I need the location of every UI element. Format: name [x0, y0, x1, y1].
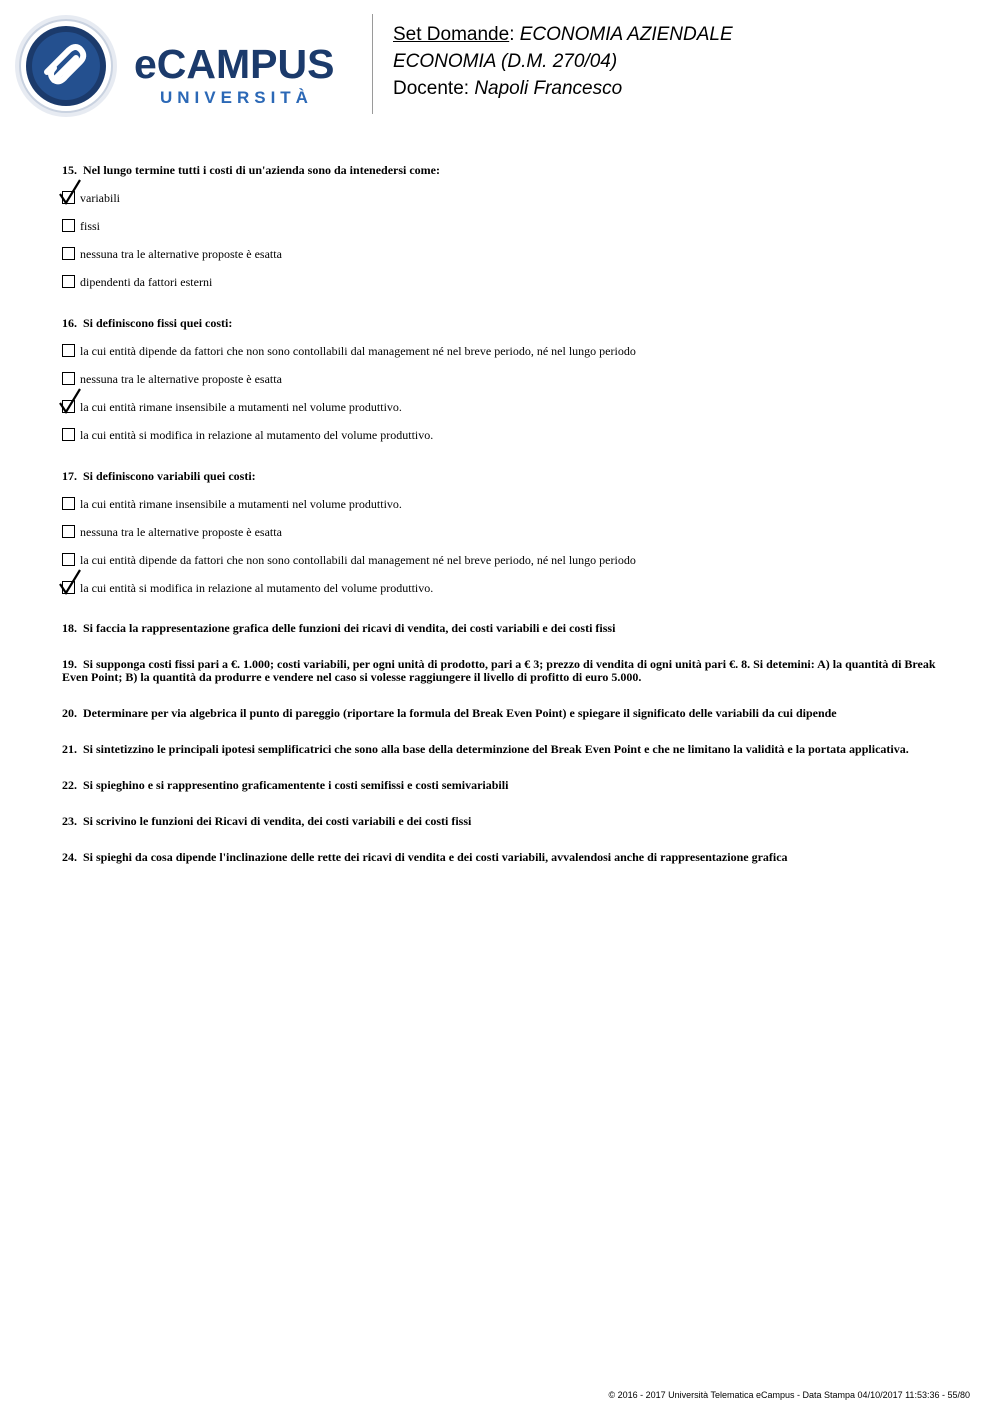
answer-option[interactable] [62, 246, 942, 262]
option-label: nessuna tra le alternative proposte è esatta [80, 525, 282, 539]
course-subtitle: ECONOMIA (D.M. 270/04) [393, 51, 618, 72]
question-text: Si sintetizzino le principali ipotesi semplificatrici che sono alla base della determinzione del Break Even Point e che ne limitano la validità e la portata applicativa. [83, 742, 909, 756]
option-label: la cui entità rimane insensibile a mutamenti nel volume produttivo. [80, 400, 402, 414]
option-label: dipendenti da fattori esterni [80, 275, 213, 289]
checkbox[interactable] [62, 372, 75, 385]
question-15 [62, 163, 942, 290]
set-separator: : [509, 24, 515, 45]
question-24 [62, 851, 942, 864]
question-number: 22. [62, 778, 77, 792]
question-number: 21. [62, 742, 77, 756]
set-label: Set Domande [393, 24, 510, 45]
answer-option[interactable] [62, 190, 942, 206]
header-course-line [393, 50, 617, 74]
question-number: 17. [62, 469, 77, 483]
question-21 [62, 743, 942, 756]
course-title: ECONOMIA AZIENDALE [519, 24, 733, 45]
question-22 [62, 779, 942, 792]
question-text: Si faccia la rappresentazione grafica delle funzioni dei ricavi di vendita, dei costi variabili e dei costi fissi [83, 621, 616, 635]
answer-option[interactable] [62, 524, 942, 540]
question-number: 15. [62, 163, 77, 177]
option-label: la cui entità dipende da fattori che non sono contollabili dal management né nel breve periodo, né nel lungo periodo [80, 344, 636, 358]
checkbox[interactable] [62, 275, 75, 288]
question-number: 16. [62, 316, 77, 330]
question-number: 23. [62, 814, 77, 828]
question-text: Si scrivino le funzioni dei Ricavi di vendita, dei costi variabili e dei costi fissi [83, 814, 472, 828]
checkbox[interactable] [62, 497, 75, 510]
header-divider [372, 14, 373, 114]
option-label: nessuna tra le alternative proposte è esatta [80, 372, 282, 386]
checkbox[interactable] [62, 553, 75, 566]
question-text: Determinare per via algebrica il punto di pareggio (riportare la formula del Break Even Point) e spiegare il significato delle variabili da cui dipende [83, 706, 837, 720]
question-title [62, 163, 942, 177]
answer-option[interactable] [62, 371, 942, 387]
question-text: Nel lungo termine tutti i costi di un'azienda sono da intenedersi come: [83, 163, 440, 177]
teacher-label: Docente: [393, 78, 470, 99]
option-label: la cui entità dipende da fattori che non sono contollabili dal management né nel breve periodo, né nel lungo periodo [80, 553, 636, 567]
question-19 [62, 658, 942, 684]
teacher-name: Napoli Francesco [474, 78, 623, 99]
ecampus-seal-logo [14, 14, 118, 118]
question-17 [62, 469, 942, 596]
option-label: fissi [80, 219, 101, 233]
question-23 [62, 815, 942, 828]
checkmark-icon [58, 568, 82, 596]
answer-option[interactable] [62, 496, 942, 512]
checkbox[interactable] [62, 219, 75, 232]
checkbox[interactable] [62, 525, 75, 538]
option-label: la cui entità rimane insensibile a mutamenti nel volume produttivo. [80, 497, 402, 511]
checkmark-icon [58, 387, 82, 415]
option-label: la cui entità si modifica in relazione al mutamento del volume produttivo. [80, 428, 434, 442]
answer-option[interactable] [62, 427, 942, 443]
question-20 [62, 707, 942, 720]
checkbox[interactable] [62, 344, 75, 357]
question-text: Si spieghino e si rappresentino graficamentente i costi semifissi e costi semivariabili [83, 778, 509, 792]
page-footer: © 2016 - 2017 Università Telematica eCampus - Data Stampa 04/10/2017 11:53:36 - 55/80 [608, 1390, 970, 1400]
option-label: variabili [80, 191, 120, 205]
page-header [0, 0, 1000, 130]
question-18 [62, 622, 942, 635]
brand-subtitle: UNIVERSITÀ [160, 88, 313, 107]
answer-option[interactable] [62, 343, 942, 359]
question-text: Si supponga costi fissi pari a €. 1.000; costi variabili, per ogni unità di prodotto, pari a € 3; prezzo di vendita di ogni unità pari €. 8. Si detemini: A) la quantità di Break Even Point; B) la quantità da produrre e vendere nel caso si volesse raggiungere il livello di profitto di euro 5.000. [62, 657, 936, 684]
option-label: la cui entità si modifica in relazione al mutamento del volume produttivo. [80, 581, 434, 595]
question-text: Si definiscono variabili quei costi: [83, 469, 256, 483]
question-number: 19. [62, 657, 77, 671]
question-text: Si spieghi da cosa dipende l'inclinazione delle rette dei ricavi di vendita e dei costi variabili, avvalendosi anche di rappresentazione grafica [83, 850, 788, 864]
checkbox[interactable] [62, 247, 75, 260]
question-title [62, 316, 942, 330]
answer-option[interactable] [62, 218, 942, 234]
question-16 [62, 316, 942, 443]
question-list [62, 163, 942, 887]
answer-option[interactable] [62, 580, 942, 596]
question-title [62, 469, 942, 483]
question-text: Si definiscono fissi quei costi: [83, 316, 233, 330]
option-label: nessuna tra le alternative proposte è esatta [80, 247, 282, 261]
header-set-line [393, 23, 733, 47]
question-number: 24. [62, 850, 77, 864]
answer-option[interactable] [62, 274, 942, 290]
checkmark-icon [58, 178, 82, 206]
answer-option[interactable] [62, 552, 942, 568]
checkbox[interactable] [62, 428, 75, 441]
brand-name: eCAMPUS [134, 41, 335, 87]
question-number: 20. [62, 706, 77, 720]
question-number: 18. [62, 621, 77, 635]
header-teacher-line [393, 77, 622, 101]
answer-option[interactable] [62, 399, 942, 415]
